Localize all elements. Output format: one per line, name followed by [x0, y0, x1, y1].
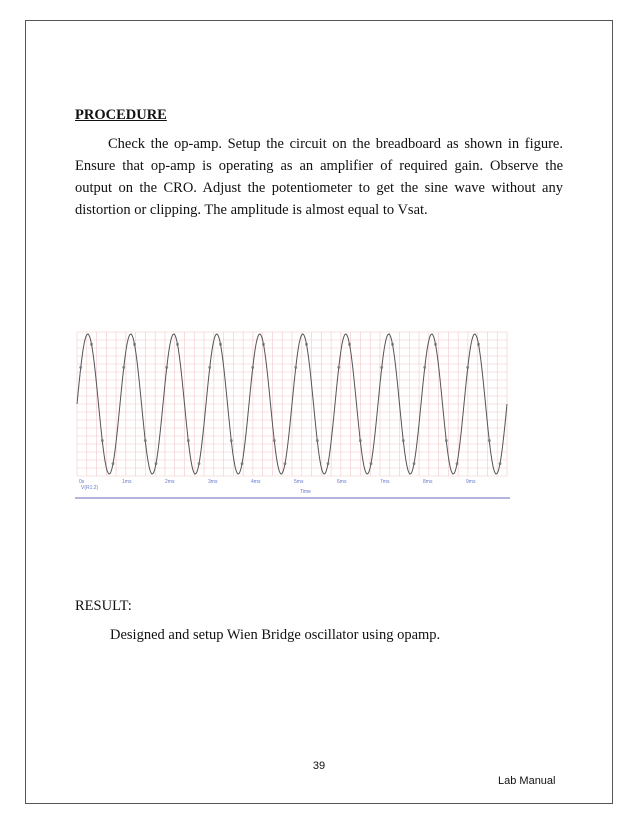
x-tick-label: 6ms	[337, 479, 347, 485]
x-tick-label: 3ms	[208, 479, 218, 485]
x-tick-labels	[79, 479, 476, 485]
footer-label: Lab Manual	[498, 775, 556, 787]
result-text: Designed and setup Wien Bridge oscillator using opamp.	[110, 627, 441, 643]
result-heading: RESULT:	[75, 598, 132, 614]
procedure-body: Check the op-amp. Setup the circuit on the breadboard as shown in figure. Ensure that op-amp is operating as an amplifier of required gain. Observe the output on the CRO. Adjust the potentiometer to get the sine wave without any distortion or clipping. The amplitude is almost equal to Vsat.	[75, 136, 563, 218]
x-tick-label: 2ms	[165, 479, 175, 485]
plot-legend: V(R1:2)	[81, 485, 99, 491]
x-tick-label: 0s	[79, 479, 85, 485]
x-tick-label: 7ms	[380, 479, 390, 485]
x-tick-label: 5ms	[294, 479, 304, 485]
x-tick-label: 9ms	[466, 479, 476, 485]
waveform-plot	[75, 328, 510, 500]
x-tick-label: 4ms	[251, 479, 261, 485]
plot-x-label: Time	[300, 489, 311, 495]
procedure-text	[75, 133, 563, 221]
procedure-heading: PROCEDURE	[75, 107, 167, 123]
page-number: 39	[312, 760, 326, 772]
x-tick-label: 1ms	[122, 479, 132, 485]
x-tick-label: 8ms	[423, 479, 433, 485]
